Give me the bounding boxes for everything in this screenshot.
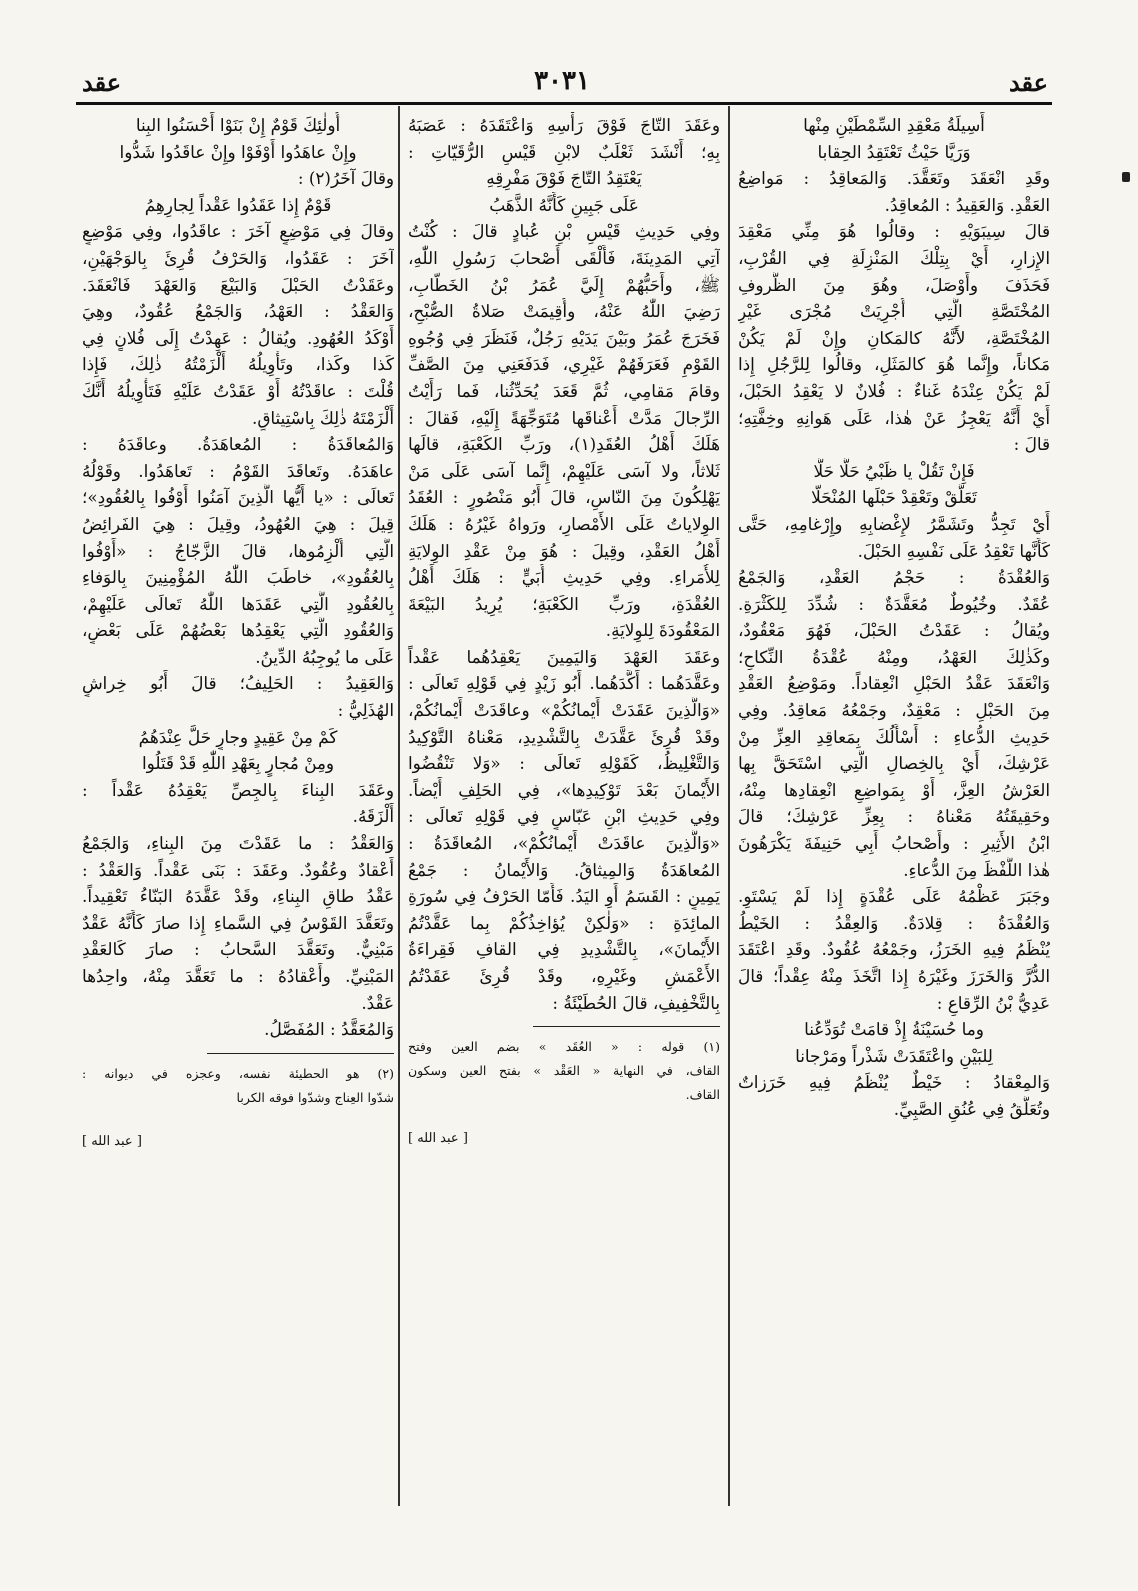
text-line: يَعْتَقِدُ التّاجَ فَوْقَ مَفْرِقِهِ bbox=[486, 168, 642, 189]
text-line: وَانْعَقَدَ عَقْدُ الحَبْلِ انْعِقاداً. ومَوْضِعُ العَقْدِ bbox=[738, 673, 1050, 694]
text-line: العُقْدَةِ، ورَبِّ الكَعْبَةِ؛ يُرِيدُ البَيْعَةَ bbox=[408, 593, 720, 614]
text-line: وَالعُقْدَةُ : حَجْمُ العَقْدِ، وَالجَمْعُ bbox=[738, 567, 1050, 588]
text-line: وَالمِعْقادُ : خَيْطٌ يُنْظَمُ فِيهِ خَرَزاتٌ bbox=[738, 1072, 1050, 1093]
text-line: الأَيْمانَ بَعْدَ تَوْكِيدِها»، فِي الحَلِفِ أَيْضاً. bbox=[408, 779, 720, 800]
text-line: وفِي حَدِيثِ ابْنِ عَبّاسٍ فِي قَوْلِهِ تَعالَى : bbox=[408, 806, 720, 827]
text-line: المُخْتَصَّةِ، لأَنَّهُ كالمَكانِ وإِنْ لَمْ يَكُنْ bbox=[738, 327, 1050, 348]
text-line: آخَرَ : عَقَدُوا، وَالحَرْفُ قُرِئَ بِالوَجْهَيْنِ، bbox=[82, 247, 394, 268]
text-line: ابْنُ الأَثِيرِ : وأَصْحابُ أَبِي حَنِيفَةَ يَكْرَهُونَ bbox=[738, 833, 1050, 854]
text-line: ومِنْ مُجارٍ بِعَهْدِ اللّٰهِ قَدْ قَتَلُوا bbox=[141, 753, 335, 774]
text-line: قُلْتَ : عاقَدْتُهُ أَوْ عَقَدْتُ عَلَيْهِ فَتَأْوِيلُهُ أَنَّكَ bbox=[82, 380, 394, 401]
text-line: الوِلاياتُ عَلَى الأَمْصارِ، ورَواهُ غَيْرُهُ : هَلَكَ bbox=[408, 513, 720, 534]
text-line: أَلْزَقَهُ. bbox=[352, 806, 394, 827]
text-line: آتِي المَدِينَةَ، فَأَلْقَى أَصْحابَ رَسُولِ اللّٰهِ، bbox=[408, 247, 720, 268]
text-line: بِالتَّخْفِيفِ، قالَ الحُطَيْئَةُ : bbox=[552, 992, 720, 1013]
footnote-line: شدّوا العِناج وشدّوا فوقه الكربا bbox=[236, 1089, 394, 1105]
text-line: أَوْكَدُ العُهُودِ. ويُقالُ : عَهِدْتُ إِلَى فُلانٍ فِي bbox=[82, 327, 394, 348]
text-line: وَالعَقِيدُ : الحَلِيفُ؛ قالَ أَبُو خِراشٍ bbox=[82, 673, 394, 694]
text-line: قالَ سِيبَوَيْهِ : وقالُوا هُوَ مِنِّي مَعْقِدَ bbox=[738, 221, 1050, 242]
footnote-rule bbox=[207, 1053, 394, 1054]
text-line: لَمْ يَكُنْ عِنْدَهُ غَناءٌ : فُلانٌ لا يَعْقِدُ الحَبْلَ، bbox=[738, 380, 1050, 401]
text-line: كَأَنَّها تَعْقِدُ عَلَى نَفْسِهِ الحَبْلَ. bbox=[857, 540, 1050, 561]
text-column-middle bbox=[408, 112, 720, 1507]
text-line: ويُقالُ : عَقَدْتُ الحَبْلَ، فَهُوَ مَعْقُودٌ، bbox=[738, 620, 1050, 641]
text-line: «وَالَّذِينَ عَقَدَتْ أَيْمانُكُمْ» وعاقَدَتْ أَيْمانُكُمْ، bbox=[408, 700, 720, 721]
text-line: هَلَكَ أَهْلُ العُقَدِ(١)، ورَبِّ الكَعْبَةِ، قالَها bbox=[408, 434, 720, 455]
text-line: عُقَدٌ. وخُيُوطٌ مُعَقَّدَةٌ : شُدِّدَ لِلكَثْرَةِ. bbox=[738, 593, 1050, 614]
text-line: وَرَيَّا حَيْثُ تَعْتَقِدُ الحِقابا bbox=[817, 141, 971, 162]
text-line: وتُعَلَّقُ فِي عُنُقِ الصَّبِيِّ. bbox=[893, 1098, 1050, 1119]
text-line: الرِّجالَ مَدَّتْ أَعْناقَها مُتَوَجِّهَةً إِلَيْهِ، فَقالَ : bbox=[408, 407, 720, 428]
text-line: وقَدِ انْعَقَدَ وتَعَقَّدَ. وَالمَعاقِدُ : مَواضِعُ bbox=[738, 168, 1050, 189]
text-line: المَعْقُودَةَ لِلوِلايَةِ. bbox=[605, 620, 720, 641]
text-line: قِيلَ : هِيَ العُهُودُ، وقِيلَ : هِيَ الفَرائِضُ bbox=[82, 513, 394, 534]
text-line: وحَقِيقَتُهُ مَعْناهُ : بِعِزِّ عَرْشِكَ؛ قالَ bbox=[738, 806, 1050, 827]
text-line: الأَيْمانَ»، بِالتَّشْدِيدِ فِي القافِ فَقِراءَةُ bbox=[408, 939, 720, 960]
text-line: فَحَذَفَ وأَوْصَلَ، وهُوَ مِنَ الظُّروفِ bbox=[738, 274, 1050, 295]
text-line: يُنْظَمُ فِيهِ الخَرَزُ، وجَمْعُهُ عُقُودٌ. وقَدِ اعْتَقَدَ bbox=[738, 939, 1050, 960]
text-line: مِنَ الحَبْلِ : مَعْقِدٌ، وجَمْعُهُ مَعاقِدُ. وفِي bbox=[738, 700, 1050, 721]
text-line: العَقْدِ. وَالعَقِيدُ : المُعاقِدُ. bbox=[884, 194, 1050, 215]
text-line: الدُّرَّ وَالخَرَزَ وغَيْرَهُ إِذا اتَّخَذَ مِنْهُ عِقْداً؛ قالَ bbox=[738, 966, 1050, 986]
text-line: فَإِنْ تَقُلْ يا ظَبْيُ حَلًّا حَلًّا bbox=[813, 460, 975, 481]
text-line: أُولٰئِكَ قَوْمٌ إِنْ بَنَوْا أَحْسَنُوا البِنا bbox=[135, 115, 341, 135]
column-divider-left bbox=[398, 106, 400, 1506]
text-line: وقَدْ قُرِئَ عَقَّدَتْ بِالتَّشْدِيدِ، مَعْناهُ التَّوْكِيدُ bbox=[408, 726, 720, 747]
text-line: لِلأُمَراءِ. وفِي حَدِيثِ أُبَيٍّ : هَلَكَ أَهْلُ bbox=[408, 567, 720, 588]
text-line: وَالعُقْدَةُ : قِلادَةٌ. وَالعِقْدُ : الخَيْطُ bbox=[738, 912, 1050, 933]
text-line: ثَلاثاً، ولا آسَى عَلَيْهِمْ، إِنَّما آسَى عَلَى مَنْ bbox=[408, 460, 720, 481]
text-line: وَالمُعاقَدَةُ : المُعاهَدَةُ. وعاقَدَهُ : bbox=[82, 434, 394, 455]
footnote-line: القاف. bbox=[685, 1087, 720, 1103]
text-line: «وَالَّذِينَ عاقَدَتْ أَيْمانُكُمْ»، المُعاقَدَةُ : bbox=[408, 833, 720, 854]
text-line: أَهْلُ العَقْدِ، وقِيلَ : هُوَ مِنْ عَقْدِ الوِلايَةِ bbox=[408, 540, 720, 561]
text-line: وَالعُقُودِ الَّتِي يَعْقِدُها بَعْضُهُمْ عَلَى بَعْضٍ، bbox=[82, 620, 394, 641]
text-line: تَعالَى : «يا أَيُّها الَّذِينَ آمَنُوا أَوْفُوا بِالعُقُودِ»؛ bbox=[82, 487, 394, 508]
text-line: يَمِينٍ : القَسَمُ أَوِ اليَدُ. فَأَمّا الحَرْفُ فِي سُورَةِ bbox=[408, 886, 720, 907]
text-line: وعَقَدْتُ الحَبْلَ وَالبَيْعَ وَالعَهْدَ فَانْعَقَدَ. bbox=[82, 274, 394, 295]
column-divider-right bbox=[728, 106, 730, 1506]
text-line: يَهْلِكُونَ مِنَ النّاسِ، قالَ أَبُو مَنْصُورٍ : العُقَدُ bbox=[408, 487, 720, 508]
text-line: القَوْمِ فَعَرَفَهُمْ غَيْرِي، فَدَفَعَنِي مِنَ الصَّفِّ bbox=[408, 354, 720, 375]
text-line: وقالَ فِي مَوْضِعٍ آخَرَ : عاقَدُوا، وفِي مَوْضِعٍ bbox=[82, 221, 394, 242]
text-line: وقالَ آخَرُ(٢) : bbox=[297, 168, 394, 189]
text-line: الإِزارِ، أَيْ بِتِلْكَ المَنْزِلَةِ فِي القُرْبِ، bbox=[738, 247, 1050, 268]
text-line: عَلَى ما يُوجِبُهُ الدِّينُ. bbox=[255, 646, 394, 667]
text-line: العَرْشُ العِزَّ، أَوْ بِمَواضِعِ انْعِقادِها مِنْهُ، bbox=[738, 779, 1050, 800]
text-line: عاهَدَهُ. وتَعاقَدَ القَوْمُ : تَعاهَدُوا. وقَوْلُهُ bbox=[82, 460, 394, 481]
text-line: عَقْدُ طاقِ البِناءِ، وقَدْ عَقَّدَهُ البَنّاءُ تَعْقِيداً. bbox=[82, 886, 394, 907]
text-line: كَذا وكَذا، وتَأْوِيلُهُ أَلْزَمْتُهُ ذٰلِكَ، فَإِذا bbox=[82, 354, 394, 375]
text-line: وَالعَقْدُ : ما عَقَدْتَ مِنَ البِناءِ، وَالجَمْعُ bbox=[82, 833, 394, 854]
text-line: مَبْنِيٌّ. وتَعَقَّدَ السَّحابُ : صارَ كَالعَقْدِ bbox=[82, 939, 394, 960]
text-line: المُخْتَصَّةِ الَّتِي أُجْرِيَتْ مُجْرَى غَيْرِ bbox=[738, 301, 1050, 322]
text-line: أَلْزَمْتَهُ ذٰلِكَ بِاسْتِيثاقٍ. bbox=[252, 407, 394, 428]
footnote-line: (١) قوله : « العُقَد » بضم العين وفتح bbox=[408, 1039, 720, 1055]
header-root-word-right: عقد bbox=[1008, 68, 1048, 97]
text-line: كَمْ مِنْ عَقِيدٍ وجارٍ حَلَّ عِنْدَهُمُ bbox=[138, 726, 338, 747]
text-line: فَخَرَجَ عُمَرُ وبَيْنَ يَدَيْهِ رَجُلٌ، فَنَظَرَ فِي وُجُوهِ bbox=[408, 327, 720, 348]
text-line: الَّتِي أُلْزِمُوها، قالَ الزَّجّاجُ : «أَوْفُوا bbox=[82, 540, 394, 561]
text-line: بِهِ؛ أَنْشَدَ ثَعْلَبٌ لابْنِ قَيْسِ الرُّقَيّاتِ : bbox=[408, 141, 720, 162]
text-line: أَيْ أَنَّهُ يَعْجِزُ عَنْ هٰذا، عَلَى هَوانِهِ وخِفَّتِهِ؛ bbox=[738, 407, 1050, 428]
editor-signature: [ عبد الله ] bbox=[82, 1133, 142, 1149]
text-line: عَدِيُّ بْنُ الرِّقاعِ : bbox=[936, 992, 1050, 1013]
text-line: مَكاناً، وإِنَّما هُوَ كالمَثَلِ، وقالُوا لِلرَّجُلِ إِذا bbox=[738, 354, 1050, 375]
text-line: بِالعُقُودِ الَّتِي عَقَدَها اللّٰهُ تَعالَى عَلَيْهِمْ، bbox=[82, 593, 394, 614]
text-line: قالَ : bbox=[1013, 434, 1050, 455]
text-line: أَيْ تَجِدُّ وتَشَمَّرُ لإِغْضابِهِ وإِرْغامِهِ، حَتَّى bbox=[738, 513, 1050, 534]
text-line: ﷺ، وأَحَبُّهُمْ إِلَيَّ عُمَرُ بْنُ الخَطّابِ، bbox=[408, 274, 720, 295]
text-line: الأَعْمَشِ وغَيْرِهِ، وقَدْ قُرِئَ عَقَدْتُمُ bbox=[408, 966, 720, 986]
text-line: عَرْشِكَ، أَيْ بِالخِصالِ الَّتِي اسْتَحَقَّ بِها bbox=[738, 753, 1050, 774]
text-line: قَوْمٌ إِذا عَقَدُوا عَقْداً لِجارِهِمُ bbox=[144, 194, 332, 215]
text-line: أَعْقادٌ وعُقُودٌ. وعَقَدَ : بَنَى عَقْداً. وَالعَقْدُ : bbox=[82, 859, 394, 880]
header-root-word-left: عقد bbox=[82, 68, 122, 97]
text-column-left bbox=[82, 112, 394, 1507]
page-number: ٣٠٣١ bbox=[534, 66, 590, 96]
text-line: الهُذَلِيُّ : bbox=[337, 700, 394, 721]
text-line: وَالتَّغْلِيظُ، كَقَوْلِهِ تَعالَى : «وَلا تَنْقُضُوا bbox=[408, 753, 720, 774]
text-line: وَالمُعَقَّدُ : المُفَصَّلُ. bbox=[264, 1019, 394, 1040]
text-line: المَبْنِيِّ. وأَعْقادُهُ : ما تَعَقَّدَ مِنْهُ، واحِدُها bbox=[82, 966, 394, 986]
text-line: وجَبَرَ عَظْمُهُ عَلَى عُقْدَةٍ إِذا لَمْ يَسْتَوِ. bbox=[738, 886, 1050, 907]
text-column-right bbox=[738, 112, 1050, 1507]
text-line: وعَقَدَ البِناءَ بِالجِصِّ يَعْقِدُهُ عَقْداً : bbox=[82, 779, 394, 800]
text-line: وكَذٰلِكَ العَهْدُ، ومِنْهُ عُقْدَةُ النِّكاحِ؛ bbox=[738, 646, 1050, 667]
text-line: وعَقَّدَهُما : أَكَّدَهُما. أَبُو زَيْدٍ فِي قَوْلِهِ تَعالَى : bbox=[408, 673, 720, 694]
text-line: بِالعُقُودِ»، خاطَبَ اللّٰهُ المُؤْمِنِينَ بِالوَفاءِ bbox=[82, 567, 394, 588]
footnote-line: القاف، في النهاية « العَقْد » بفتح العين وسكون bbox=[408, 1063, 720, 1079]
text-line: حَدِيثِ الدُّعاءِ : أَسْأَلُكَ بِمَعاقِدِ العِزِّ مِنْ bbox=[738, 726, 1050, 747]
text-line: وعَقَدَ التّاجَ فَوْقَ رَأْسِهِ وَاعْتَقَدَهُ : عَصَبَهُ bbox=[408, 115, 720, 135]
text-line: وقامَ مَقامِي، ثُمَّ قَعَدَ يُحَدِّثُنا، فَما رَأَيْتُ bbox=[408, 380, 720, 401]
footnote-line: (٢) هو الحطيئة نفسه، وعجزه في ديوانه : bbox=[82, 1065, 394, 1081]
text-line: لِلبَيْنِ واعْتَقَدَتْ شَذْراً ومَرْجانا bbox=[795, 1045, 993, 1066]
header-rule bbox=[76, 102, 1052, 105]
text-line: وتَعَقَّدَ القَوْسُ فِي السَّماءِ إِذا صارَ كَأَنَّهُ عَقْدٌ bbox=[82, 912, 394, 933]
text-line: المُعاهَدَةُ وَالمِيثاقُ. وَالأَيْمانُ : جَمْعُ bbox=[408, 859, 720, 880]
text-line: عَقْدٌ. bbox=[361, 992, 394, 1013]
text-line: وعَقَدَ العَهْدَ وَاليَمِينَ يَعْقِدُهُما عَقْداً bbox=[408, 646, 720, 667]
editor-signature: [ عبد الله ] bbox=[408, 1131, 468, 1147]
text-line: وفِي حَدِيثِ قَيْسِ بْنِ عُبادٍ قالَ : كُنْتُ bbox=[408, 221, 720, 242]
text-line: وَالعَقْدُ : العَهْدُ، وَالجَمْعُ عُقُودٌ، وهِيَ bbox=[82, 301, 394, 322]
text-line: رَضِيَ اللّٰهُ عَنْهُ، وأُقِيمَتْ صَلاةُ الصُّبْحِ، bbox=[408, 301, 720, 322]
text-line: أَسِيلَةُ مَعْقِدِ السِّمْطَيْنِ مِنْها bbox=[803, 115, 985, 135]
footnote-rule bbox=[533, 1026, 720, 1027]
text-line: هٰذا اللَّفْظَ مِنَ الدُّعاءِ. bbox=[903, 859, 1050, 880]
text-line: وما حُسَيْنَةُ إِذْ قامَتْ تُوَدِّعُنا bbox=[804, 1019, 984, 1040]
text-line: تَعَلَّقْ وتَعْقِدْ حَبْلَها المُنْحَلّا bbox=[811, 487, 977, 508]
text-line: عَلَى جَبِينٍ كَأَنَّهُ الذَّهَبُ bbox=[489, 194, 639, 215]
margin-mark bbox=[1122, 172, 1130, 182]
text-line: المائِدَةِ : «وَلٰكِنْ يُؤاخِذُكُمْ بِما عَقَّدْتُمُ bbox=[408, 912, 720, 933]
text-line: وإِنْ عاهَدُوا أَوْفَوْا وإِنْ عاقَدُوا شَدُّوا bbox=[119, 141, 357, 162]
page-header bbox=[70, 62, 1054, 102]
